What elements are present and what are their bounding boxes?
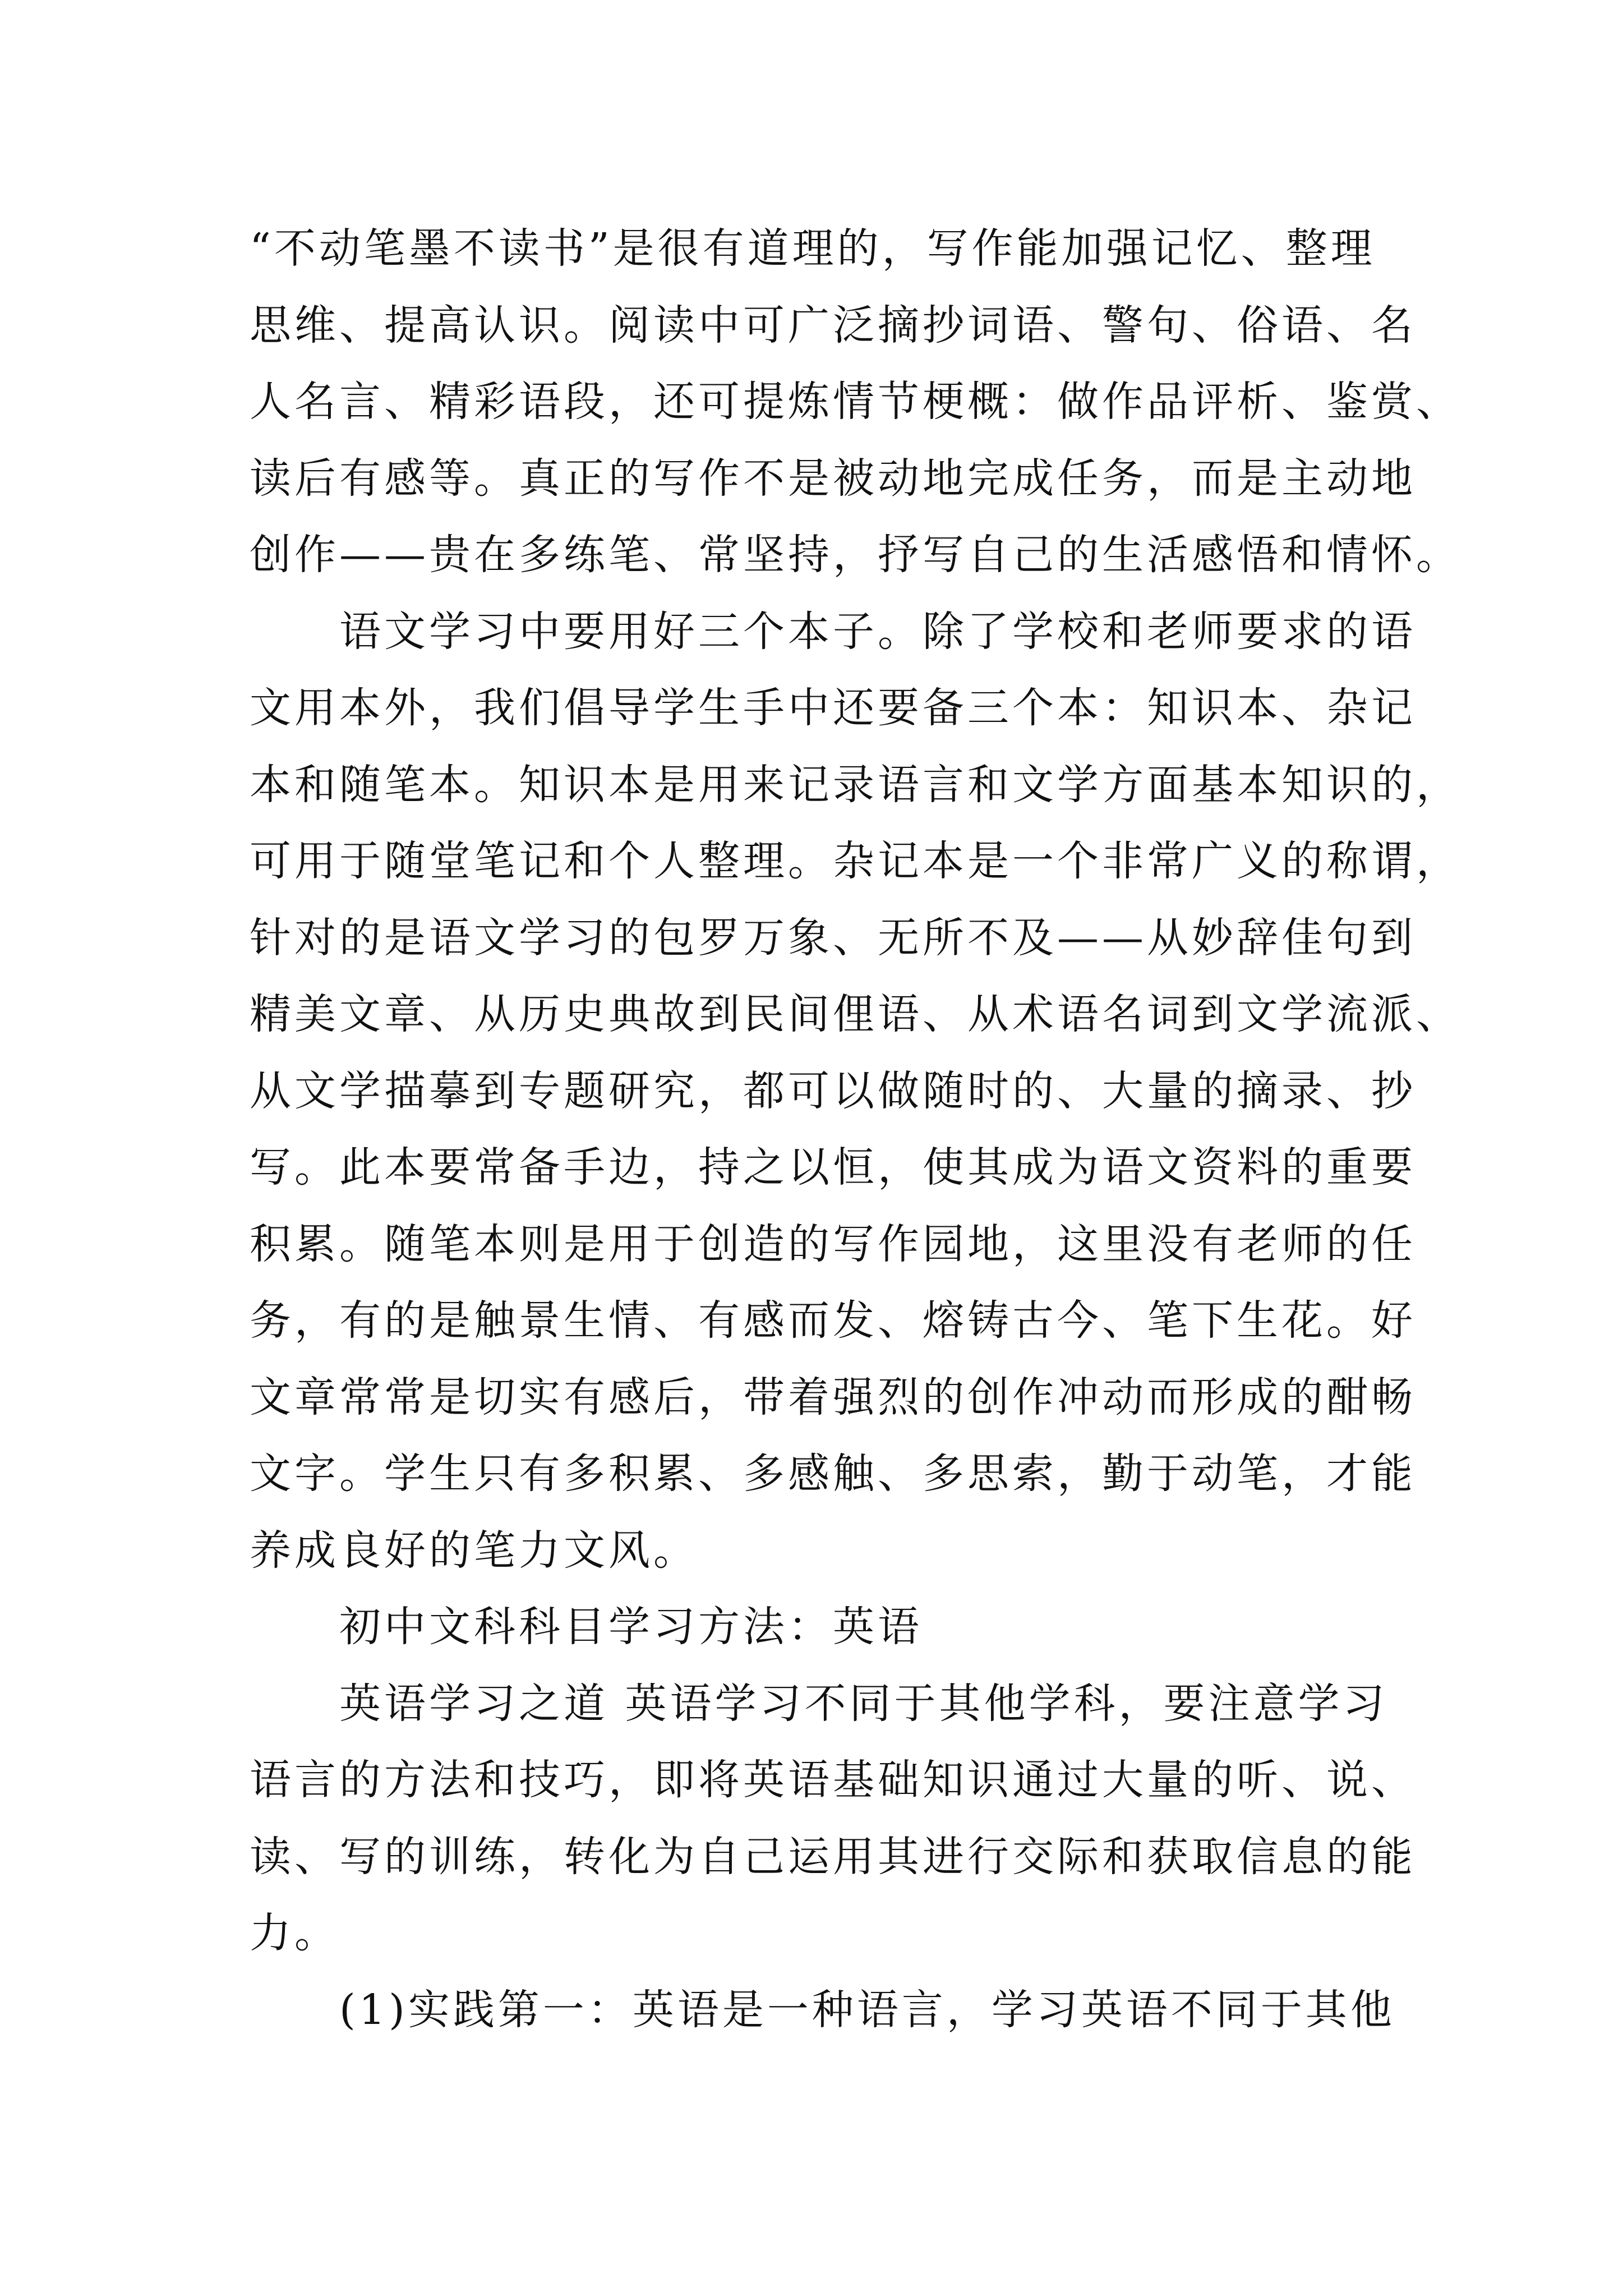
text-line: 力。 — [250, 1909, 339, 1957]
text-line: 文字。学生只有多积累、多感触、多思索，勤于动笔，才能 — [250, 1450, 1416, 1498]
section-heading: 初中文科科目学习方法：英语 — [339, 1603, 923, 1651]
text-line: 人名言、精彩语段，还可提炼情节梗概：做作品评析、鉴赏、 — [250, 378, 1461, 426]
text-line: 养成良好的笔力文风。 — [250, 1526, 698, 1575]
text-line: 写。此本要常备手边，持之以恒，使其成为语文资料的重要 — [250, 1143, 1416, 1191]
text-line: “不动笔墨不读书”是很有道理的，写作能加强记忆、整理 — [250, 224, 1376, 273]
text-line: 针对的是语文学习的包罗万象、无所不及——从妙辞佳句到 — [250, 913, 1416, 962]
text-line: 精美文章、从历史典故到民间俚语、从术语名词到文学流派、 — [250, 990, 1461, 1038]
paragraph-start-line: (1)实践第一：英语是一种语言，学习英语不同于其他 — [339, 1985, 1395, 2034]
text-line: 思维、提高认识。阅读中可广泛摘抄词语、警句、俗语、名 — [250, 301, 1416, 349]
text-line: 语言的方法和技巧，即将英语基础知识通过大量的听、说、 — [250, 1756, 1416, 1804]
paragraph-start-line: 英语学习之道 英语学习不同于其他学科，要注意学习 — [339, 1679, 1388, 1728]
paragraph-start-line: 语文学习中要用好三个本子。除了学校和老师要求的语 — [339, 607, 1416, 656]
body-text — [250, 210, 1461, 2048]
text-line: 积累。随笔本则是用于创造的写作园地，这里没有老师的任 — [250, 1220, 1416, 1268]
text-line: 读、写的训练，转化为自己运用其进行交际和获取信息的能 — [250, 1832, 1416, 1881]
text-line: 本和随笔本。知识本是用来记录语言和文学方面基本知识的， — [250, 760, 1461, 809]
text-line: 文章常常是切实有感后，带着强烈的创作冲动而形成的酣畅 — [250, 1373, 1416, 1421]
text-line: 读后有感等。真正的写作不是被动地完成任务，而是主动地 — [250, 454, 1416, 503]
text-line: 可用于随堂笔记和个人整理。杂记本是一个非常广义的称谓， — [250, 837, 1461, 885]
text-line: 文用本外，我们倡导学生手中还要备三个本：知识本、杂记 — [250, 684, 1416, 732]
text-line: 创作——贵在多练笔、常坚持，抒写自己的生活感悟和情怀。 — [250, 531, 1461, 579]
text-line: 务，有的是触景生情、有感而发、熔铸古今、笔下生花。好 — [250, 1296, 1416, 1345]
text-line: 从文学描摹到专题研究，都可以做随时的、大量的摘录、抄 — [250, 1066, 1416, 1115]
